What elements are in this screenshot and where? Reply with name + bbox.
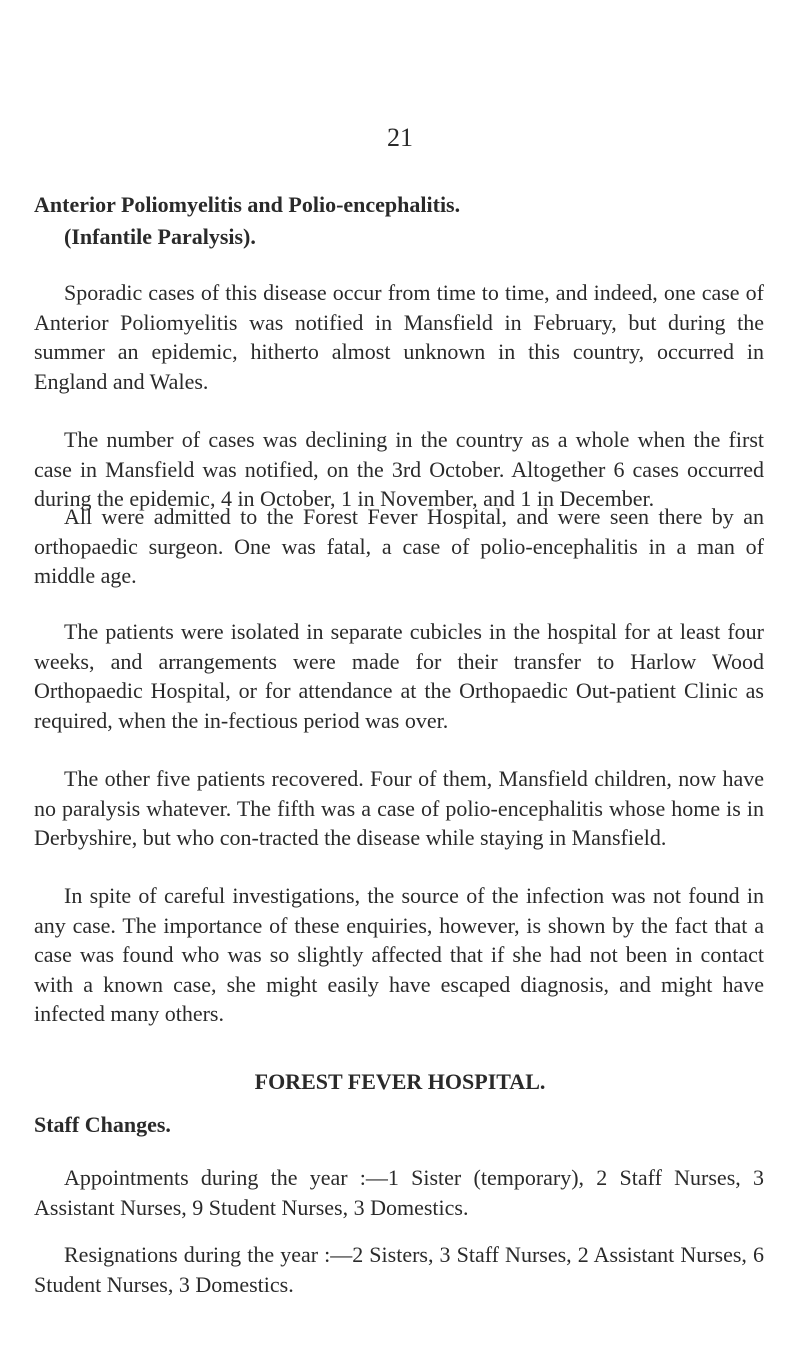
paragraph: The patients were isolated in separate cubicles in the hospital for at least four weeks, and arrangements were made for their transfer to Harlow Wood Orthopaedic Hospital, or for attendance at the Orthopaedic Out-patient Clinic as required, when the in-fectious period was over.: [34, 619, 764, 733]
staff-changes-heading: Staff Changes.: [34, 1112, 171, 1137]
paragraph: Sporadic cases of this disease occur from time to time, and indeed, one case of Anterior Poliomyelitis was notified in Mansfield in February, but during the summer an epidemic, hitherto almost unknown in this country, occurred in England and Wales.: [34, 280, 764, 394]
hospital-heading: FOREST FEVER HOSPITAL.: [254, 1069, 546, 1094]
section-title: Anterior Poliomyelitis and Polio-encephalitis.: [34, 192, 461, 217]
paragraph: The number of cases was declining in the country as a whole when the first case in Mansfield was notified, on the 3rd October. Altogether 6 cases occurred during the epidemic, 4 in October, 1 in November, and 1 in December.: [34, 427, 764, 511]
section-subtitle: (Infantile Paralysis).: [64, 224, 256, 249]
paragraph: The other five patients recovered. Four of them, Mansfield children, now have no paralysis whatever. The fifth was a case of polio-encephalitis whose home is in Derbyshire, but who con-tracted the disease while staying in Mansfield.: [34, 766, 764, 850]
appointments-paragraph: Appointments during the year :—1 Sister (temporary), 2 Staff Nurses, 3 Assistant Nurses, 9 Student Nurses, 3 Domestics.: [34, 1165, 764, 1220]
page-number: 21: [387, 123, 413, 152]
resignations-paragraph: Resignations during the year :—2 Sisters, 3 Staff Nurses, 2 Assistant Nurses, 6 Student Nurses, 3 Domestics.: [34, 1242, 764, 1297]
paragraph: In spite of careful investigations, the source of the infection was not found in any case. The importance of these enquiries, however, is shown by the fact that a case was found who was so slightly affected that if she had not been in contact with a known case, she might easily have escaped diagnosis, and might have infected many others.: [34, 883, 764, 1026]
paragraph: All were admitted to the Forest Fever Hospital, and were seen there by an orthopaedic surgeon. One was fatal, a case of polio-encephalitis in a man of middle age.: [34, 504, 764, 588]
